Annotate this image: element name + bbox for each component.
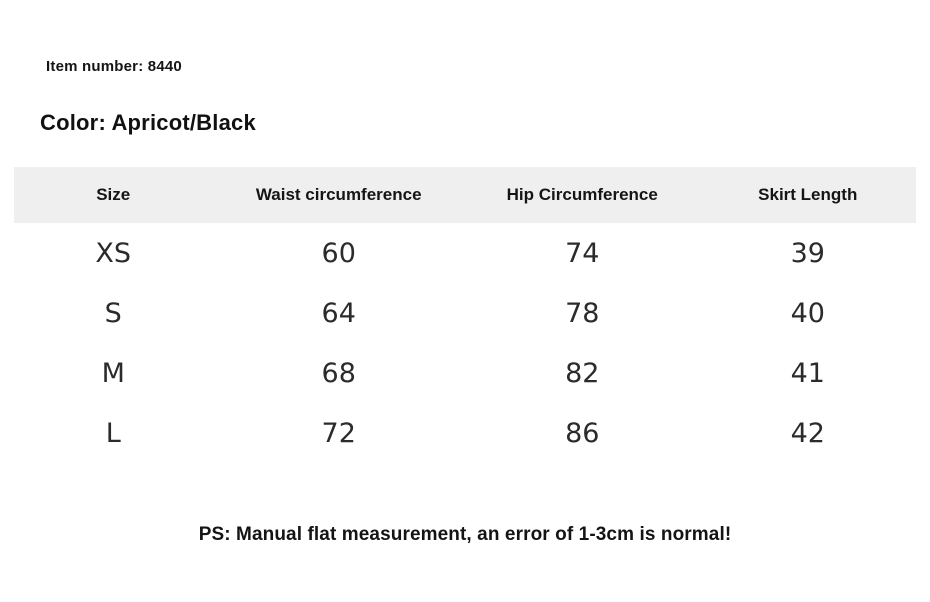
cell-hip: 86 [565, 417, 600, 449]
table-row [14, 403, 916, 463]
cell-length: 40 [790, 297, 825, 329]
cell-hip: 74 [565, 237, 600, 269]
cell-hip: 78 [565, 297, 600, 329]
table-body [14, 223, 916, 463]
cell-waist: 72 [321, 417, 356, 449]
item-number-label: Item number: 8440 [46, 58, 182, 75]
cell-size: M [101, 357, 125, 389]
column-header-waist: Waist circumference [255, 185, 422, 204]
table-row [14, 223, 916, 283]
cell-length: 42 [790, 417, 825, 449]
cell-waist: 64 [321, 297, 356, 329]
table-row [14, 283, 916, 343]
column-header-length: Skirt Length [758, 185, 858, 204]
cell-size: S [104, 297, 122, 329]
column-header-hip: Hip Circumference [506, 185, 658, 204]
cell-length: 39 [790, 237, 825, 269]
measurement-note: PS: Manual flat measurement, an error of 1-3cm is normal! [198, 524, 732, 545]
table-header-row [14, 167, 916, 223]
table-header [14, 167, 916, 223]
cell-waist: 68 [321, 357, 356, 389]
size-chart-table [14, 167, 916, 463]
cell-waist: 60 [321, 237, 356, 269]
table-row [14, 343, 916, 403]
column-header-size: Size [96, 185, 131, 204]
cell-size: XS [95, 237, 132, 269]
cell-hip: 82 [565, 357, 600, 389]
color-label: Color: Apricot/Black [40, 110, 256, 135]
cell-length: 41 [790, 357, 825, 389]
cell-size: L [105, 417, 121, 449]
